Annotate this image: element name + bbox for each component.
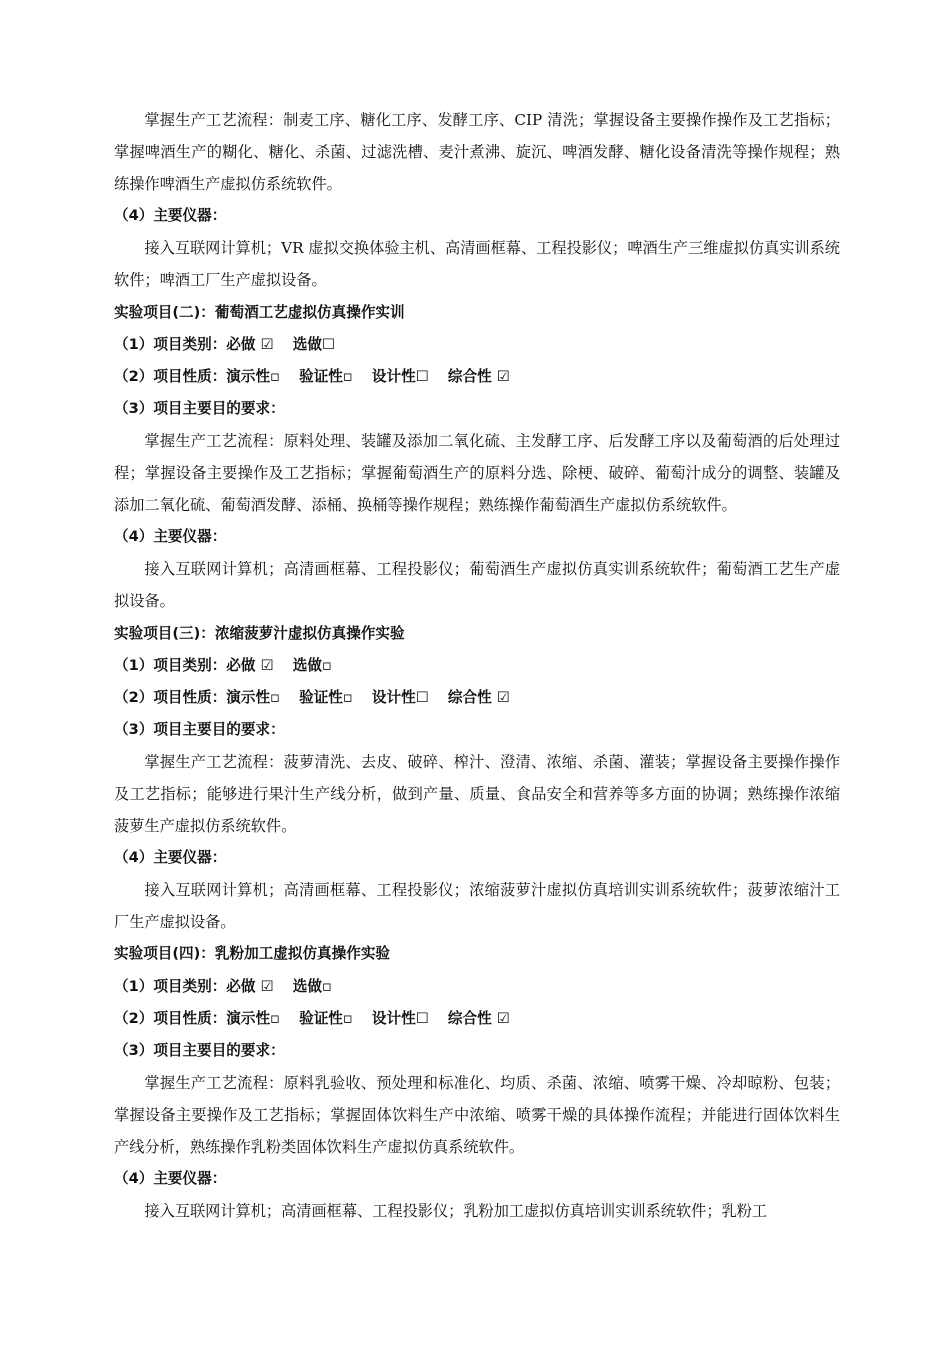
project2-nature-line [114,361,840,393]
project4-design-checkbox: ☐ [415,1009,429,1027]
project3-requirements-paragraph: 掌握生产工艺流程：菠萝清洗、去皮、破碎、榨汁、澄清、浓缩、杀菌、灌装；掌握设备主要操作操作及工艺指标；能够进行果汁生产线分析，做到产量、质量、食品安全和营养等多方面的协调；熟练操作浓缩菠萝生产虚拟仿系统软件。 [114,752,840,836]
project2-design-label: 设计性 [371,367,416,385]
project4-comprehensive-checkbox: ☑ [496,1009,510,1027]
project2-instruments-heading: （4）主要仪器： [114,528,227,546]
project3-category-label: （1）项目类别：必做 [114,656,256,674]
intro-instruments-paragraph: 接入互联网计算机；VR 虚拟交换体验主机、高清画框幕、工程投影仪；啤酒生产三维虚拟仿真实训系统软件；啤酒工厂生产虚拟设备。 [114,239,840,290]
project4-requirements-paragraph: 掌握生产工艺流程：原料乳验收、预处理和标准化、均质、杀菌、浓缩、喷雾干燥、冷却晾粉、包装；掌握设备主要操作及工艺指标；掌握固体饮料生产中浓缩、喷雾干燥的具体操作流程；并能进行固体饮料生产线分析，熟练操作乳粉类固体饮料生产虚拟仿真系统软件。 [114,1073,840,1156]
intro-instruments-heading: （4）主要仪器： [114,207,227,225]
project4-verify-label: 验证性 [299,1009,343,1027]
project3-design-label: 设计性 [371,688,416,706]
project4-nature-line [114,1003,840,1035]
project4-category-line [114,971,840,1003]
project3-comprehensive-checkbox: ☑ [496,688,510,706]
project4-verify-checkbox: ▫ [342,1009,353,1027]
project4-demo-checkbox: ▫ [270,1009,280,1027]
project3-title: 实验项目(三)：浓缩菠萝汁虚拟仿真操作实验 [114,624,405,642]
project3-comprehensive-label: 综合性 [447,688,492,706]
project2-requirements-heading: （3）项目主要目的要求： [114,399,285,417]
project2-requirements-paragraph: 掌握生产工艺流程：原料处理、装罐及添加二氧化硫、主发酵工序、后发酵工序以及葡萄酒的后处理过程；掌握设备主要操作及工艺指标；掌握葡萄酒生产的原料分选、除梗、破碎、葡萄汁成分的调整、装罐及添加二氧化硫、葡萄酒发酵、添桶、换桶等操作规程；熟练操作葡萄酒生产虚拟仿系统软件。 [114,431,840,515]
project3-nature-line [114,682,840,714]
project4-comprehensive-label: 综合性 [447,1009,492,1027]
project2-comprehensive-label: 综合性 [447,367,492,385]
project3-verify-label: 验证性 [299,688,343,706]
project2-optional-label: 选做 [292,335,322,353]
project4-optional-checkbox: ▫ [321,977,332,995]
project3-instruments-heading: （4）主要仪器： [114,849,227,867]
project3-instruments-paragraph: 接入互联网计算机；高清画框幕、工程投影仪；浓缩菠萝汁虚拟仿真培训实训系统软件；菠萝浓缩汁工厂生产虚拟设备。 [114,881,840,932]
project2-optional-checkbox: ☐ [321,335,336,353]
project2-verify-checkbox: ▫ [342,367,353,385]
project3-required-checkbox: ☑ [260,656,274,674]
project4-instruments-paragraph: 接入互联网计算机；高清画框幕、工程投影仪；乳粉加工虚拟仿真培训实训系统软件；乳粉工 [144,1202,768,1221]
project2-title: 实验项目(二)：葡萄酒工艺虚拟仿真操作实训 [114,303,405,321]
project3-optional-checkbox: ▫ [321,656,332,674]
project4-instruments-heading: （4）主要仪器： [114,1170,227,1188]
project2-nature-label: （2）项目性质：演示性 [114,367,271,385]
project2-category-line [114,329,840,361]
project2-comprehensive-checkbox: ☑ [496,367,510,385]
project3-nature-label: （2）项目性质：演示性 [114,688,271,706]
project3-demo-checkbox: ▫ [270,688,280,706]
project2-verify-label: 验证性 [299,367,343,385]
project2-required-checkbox: ☑ [260,335,274,353]
project4-title: 实验项目(四)：乳粉加工虚拟仿真操作实验 [114,945,391,963]
document-body [114,104,840,1227]
project4-category-label: （1）项目类别：必做 [114,977,256,995]
intro-requirements-paragraph: 掌握生产工艺流程：制麦工序、糖化工序、发酵工序、CIP 清洗；掌握设备主要操作操作及工艺指标；掌握啤酒生产的糊化、糖化、杀菌、过滤洗槽、麦汁煮沸、旋沉、啤酒发酵、糖化设备清洗等操作规程；熟练操作啤酒生产虚拟仿系统软件。 [114,111,840,194]
project3-requirements-heading: （3）项目主要目的要求： [114,720,285,738]
project2-demo-checkbox: ▫ [270,367,280,385]
project2-instruments-paragraph: 接入互联网计算机；高清画框幕、工程投影仪；葡萄酒生产虚拟仿真实训系统软件；葡萄酒工艺生产虚拟设备。 [114,560,840,611]
project2-design-checkbox: ☐ [415,367,429,385]
project4-optional-label: 选做 [292,977,322,995]
project4-required-checkbox: ☑ [260,977,274,995]
project3-optional-label: 选做 [292,656,322,674]
project4-design-label: 设计性 [371,1009,416,1027]
project4-nature-label: （2）项目性质：演示性 [114,1009,271,1027]
project2-category-label: （1）项目类别：必做 [114,335,256,353]
project3-design-checkbox: ☐ [415,688,429,706]
project3-verify-checkbox: ▫ [342,688,353,706]
project4-requirements-heading: （3）项目主要目的要求： [114,1041,285,1059]
project3-category-line [114,650,840,682]
